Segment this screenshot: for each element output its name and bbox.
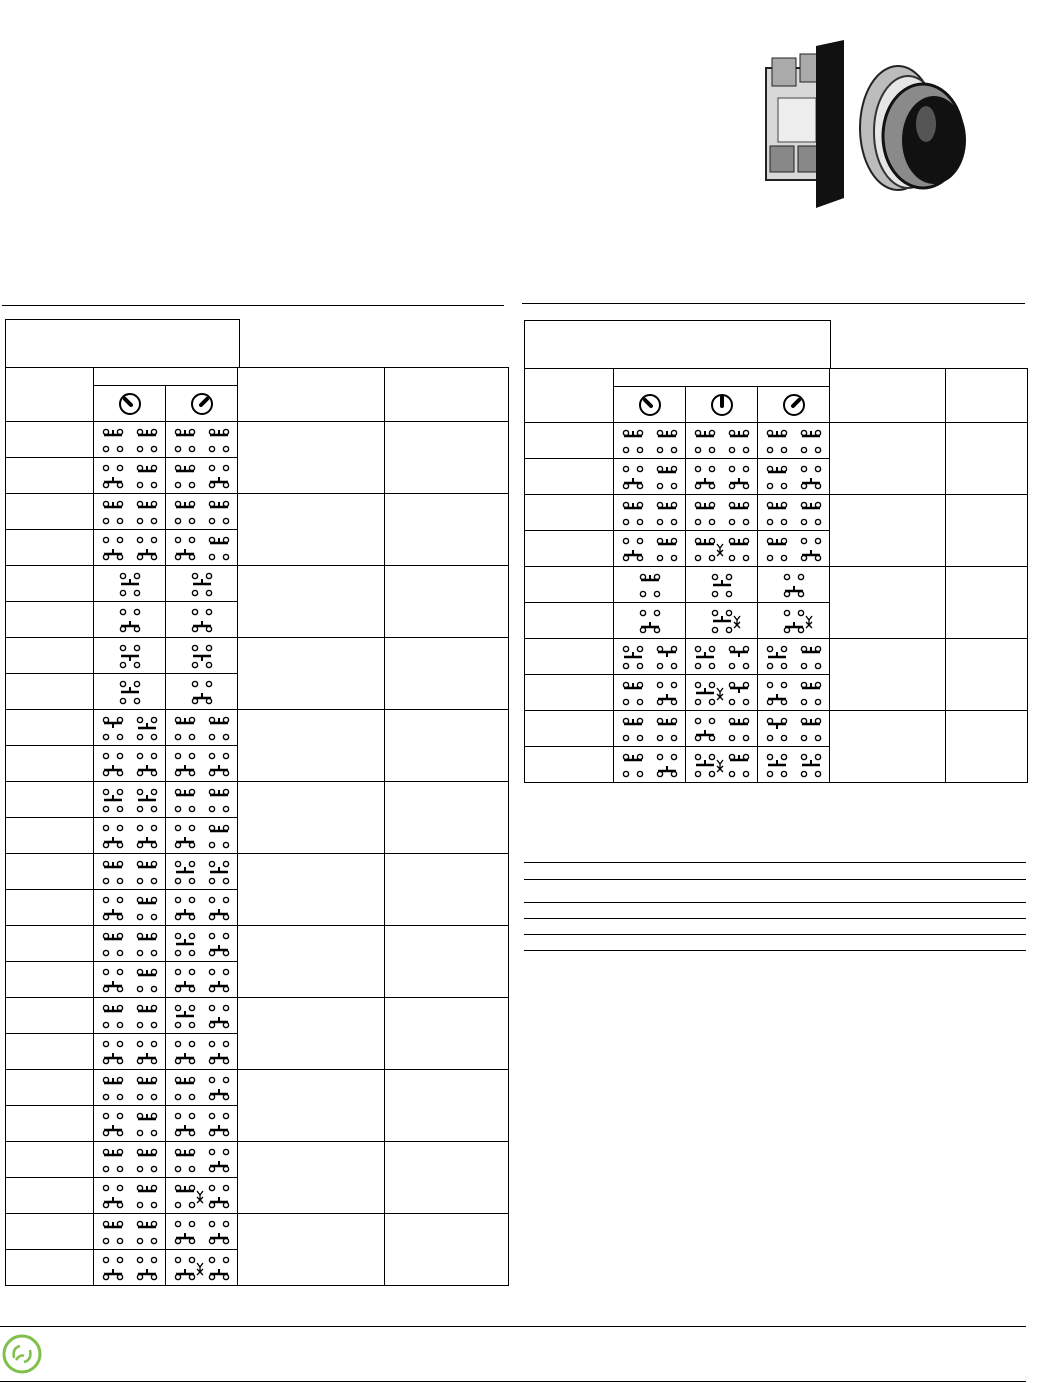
catalog-cell bbox=[6, 926, 94, 962]
position-2-cell bbox=[686, 747, 758, 783]
contact-symbol bbox=[96, 855, 164, 889]
position-1-cell bbox=[614, 531, 686, 567]
contact-symbol bbox=[616, 748, 684, 782]
position-1-cell bbox=[614, 747, 686, 783]
position-2-cell bbox=[166, 530, 238, 566]
position-3-cell bbox=[758, 675, 830, 711]
number-cell bbox=[946, 567, 1028, 639]
catalog-cell bbox=[6, 422, 94, 458]
selector-right-icon bbox=[782, 393, 806, 417]
contact-symbol bbox=[96, 1251, 164, 1285]
contact-symbol bbox=[760, 568, 828, 602]
rule-4 bbox=[524, 918, 1026, 919]
contact-symbol bbox=[96, 423, 164, 457]
contact-symbol bbox=[168, 567, 236, 601]
table-row bbox=[6, 710, 509, 746]
contact-symbol bbox=[616, 424, 684, 458]
position-2-cell bbox=[686, 495, 758, 531]
contact-symbol bbox=[168, 1107, 236, 1141]
position-1-cell bbox=[94, 494, 166, 530]
contact-symbol bbox=[688, 532, 756, 566]
contact-symbol bbox=[96, 1143, 164, 1177]
catalog-cell bbox=[6, 1034, 94, 1070]
position-1-cell bbox=[94, 530, 166, 566]
table-row bbox=[6, 566, 509, 602]
contact-symbol bbox=[760, 532, 828, 566]
contact-symbol bbox=[168, 855, 236, 889]
description-cell bbox=[238, 926, 385, 998]
catalog-cell bbox=[6, 962, 94, 998]
description-cell bbox=[238, 710, 385, 782]
contact-symbol bbox=[688, 712, 756, 746]
contact-symbol bbox=[168, 495, 236, 529]
catalog-cell bbox=[525, 423, 614, 459]
contact-symbol bbox=[96, 927, 164, 961]
catalog-cell bbox=[6, 1142, 94, 1178]
catalog-cell bbox=[6, 1070, 94, 1106]
contact-symbol bbox=[96, 963, 164, 997]
contact-symbol bbox=[616, 496, 684, 530]
table-row bbox=[525, 711, 1028, 747]
position-2-cell bbox=[686, 675, 758, 711]
number-cell bbox=[385, 710, 509, 782]
contact-symbol bbox=[168, 1251, 236, 1285]
catalog-cell bbox=[525, 711, 614, 747]
position-2-cell bbox=[166, 1070, 238, 1106]
contact-symbol bbox=[688, 460, 756, 494]
table-row bbox=[525, 495, 1028, 531]
table-row bbox=[525, 567, 1028, 603]
table-row bbox=[6, 782, 509, 818]
contact-symbol bbox=[96, 747, 164, 781]
position-2-cell bbox=[686, 603, 758, 639]
position-2-cell bbox=[166, 782, 238, 818]
selector-right-icon bbox=[190, 392, 214, 416]
catalog-cell bbox=[6, 818, 94, 854]
number-cell bbox=[385, 422, 509, 494]
position-1-cell bbox=[94, 1214, 166, 1250]
contact-symbol bbox=[96, 531, 164, 565]
catalog-cell bbox=[6, 854, 94, 890]
catalog-cell bbox=[6, 494, 94, 530]
description-cell bbox=[238, 1142, 385, 1214]
contact-symbol bbox=[616, 676, 684, 710]
number-cell bbox=[385, 1214, 509, 1286]
contact-symbol bbox=[168, 1215, 236, 1249]
contact-symbol bbox=[168, 1071, 236, 1105]
number-cell bbox=[385, 1070, 509, 1142]
contact-symbol bbox=[688, 748, 756, 782]
catalog-cell bbox=[6, 1106, 94, 1142]
rule-2 bbox=[524, 879, 1026, 880]
contact-symbol bbox=[168, 747, 236, 781]
contact-symbol bbox=[96, 495, 164, 529]
position-1-cell bbox=[94, 746, 166, 782]
position-1-cell bbox=[94, 602, 166, 638]
catalog-cell bbox=[6, 998, 94, 1034]
position-2-cell bbox=[686, 531, 758, 567]
contact-symbol bbox=[168, 819, 236, 853]
section-rule-right bbox=[522, 303, 1025, 304]
number-cell bbox=[946, 495, 1028, 567]
position-1-header bbox=[614, 387, 686, 423]
contact-symbol bbox=[688, 604, 756, 638]
position-1-cell bbox=[94, 962, 166, 998]
position-1-cell bbox=[94, 1034, 166, 1070]
rule-5 bbox=[524, 934, 1026, 935]
table-row bbox=[6, 998, 509, 1034]
contact-symbol bbox=[688, 568, 756, 602]
position-2-cell bbox=[166, 1106, 238, 1142]
contact-symbol bbox=[96, 675, 164, 709]
catalog-cell bbox=[525, 459, 614, 495]
position-2-cell bbox=[686, 639, 758, 675]
position-1-cell bbox=[614, 567, 686, 603]
contact-symbol bbox=[96, 999, 164, 1033]
position-1-cell bbox=[614, 639, 686, 675]
position-2-cell bbox=[166, 638, 238, 674]
position-2-cell bbox=[166, 458, 238, 494]
position-2-cell bbox=[166, 710, 238, 746]
position-1-cell bbox=[94, 458, 166, 494]
position-3-cell bbox=[758, 603, 830, 639]
description-header bbox=[238, 368, 385, 422]
catalog-cell bbox=[6, 890, 94, 926]
catalog-cell bbox=[6, 602, 94, 638]
position-2-cell bbox=[166, 818, 238, 854]
table-row bbox=[6, 1142, 509, 1178]
contact-symbol bbox=[688, 424, 756, 458]
position-1-cell bbox=[614, 423, 686, 459]
position-3-cell bbox=[758, 459, 830, 495]
contact-symbol bbox=[96, 891, 164, 925]
position-2-cell bbox=[686, 711, 758, 747]
position-1-cell bbox=[94, 1142, 166, 1178]
description-cell bbox=[830, 567, 946, 639]
contact-symbol bbox=[168, 711, 236, 745]
contact-symbol bbox=[96, 1179, 164, 1213]
position-3-cell bbox=[758, 423, 830, 459]
description-cell bbox=[830, 639, 946, 711]
position-1-cell bbox=[94, 674, 166, 710]
position-2-cell bbox=[166, 1142, 238, 1178]
table-row bbox=[525, 423, 1028, 459]
catalog-header bbox=[525, 369, 614, 423]
catalog-cell bbox=[525, 675, 614, 711]
ge-monogram-icon bbox=[2, 1334, 42, 1374]
rule-1 bbox=[524, 862, 1026, 863]
number-cell bbox=[946, 423, 1028, 495]
contact-symbol bbox=[96, 459, 164, 493]
position-3-cell bbox=[758, 711, 830, 747]
contact-symbol bbox=[96, 639, 164, 673]
catalog-cell bbox=[525, 747, 614, 783]
catalog-cell bbox=[6, 782, 94, 818]
table-row bbox=[525, 639, 1028, 675]
catalog-cell bbox=[6, 1250, 94, 1286]
rule-3 bbox=[524, 902, 1026, 903]
selector-left-icon bbox=[118, 392, 142, 416]
position-1-header bbox=[94, 386, 166, 422]
catalog-header bbox=[6, 368, 94, 422]
description-cell bbox=[830, 423, 946, 495]
contact-symbol bbox=[96, 783, 164, 817]
description-cell bbox=[238, 1070, 385, 1142]
contact-symbol bbox=[760, 496, 828, 530]
position-2-cell bbox=[166, 422, 238, 458]
contact-symbol bbox=[616, 712, 684, 746]
catalog-cell bbox=[525, 603, 614, 639]
position-1-cell bbox=[94, 566, 166, 602]
position-header bbox=[614, 369, 830, 387]
right-table-title-box bbox=[524, 320, 831, 369]
number-cell bbox=[385, 638, 509, 710]
contact-symbol bbox=[168, 675, 236, 709]
description-cell bbox=[238, 566, 385, 638]
position-1-cell bbox=[94, 818, 166, 854]
position-2-cell bbox=[166, 566, 238, 602]
contact-symbol bbox=[760, 424, 828, 458]
position-1-cell bbox=[94, 1250, 166, 1286]
table-row bbox=[6, 494, 509, 530]
table-row bbox=[6, 854, 509, 890]
contact-symbol bbox=[96, 1215, 164, 1249]
number-cell bbox=[385, 998, 509, 1070]
position-3-cell bbox=[758, 495, 830, 531]
position-header bbox=[94, 368, 238, 386]
footer-rule-bottom bbox=[0, 1381, 1026, 1382]
position-1-cell bbox=[94, 1178, 166, 1214]
contact-symbol bbox=[616, 568, 684, 602]
contact-symbol bbox=[96, 567, 164, 601]
position-1-cell bbox=[94, 710, 166, 746]
position-1-cell bbox=[94, 890, 166, 926]
position-2-cell bbox=[166, 494, 238, 530]
position-2-cell bbox=[686, 423, 758, 459]
contact-symbol bbox=[760, 604, 828, 638]
position-1-cell bbox=[614, 603, 686, 639]
contact-symbol bbox=[760, 748, 828, 782]
position-2-cell bbox=[166, 926, 238, 962]
description-cell bbox=[238, 1214, 385, 1286]
position-1-cell bbox=[614, 711, 686, 747]
position-1-cell bbox=[614, 495, 686, 531]
catalog-cell bbox=[6, 1178, 94, 1214]
contact-symbol bbox=[168, 603, 236, 637]
number-cell bbox=[385, 1142, 509, 1214]
position-2-cell bbox=[166, 674, 238, 710]
catalog-cell bbox=[6, 638, 94, 674]
catalog-cell bbox=[6, 1214, 94, 1250]
description-cell bbox=[238, 422, 385, 494]
contact-symbol bbox=[168, 783, 236, 817]
table-row bbox=[6, 1214, 509, 1250]
position-2-cell bbox=[166, 602, 238, 638]
number-cell bbox=[946, 711, 1028, 783]
contact-symbol bbox=[96, 603, 164, 637]
description-cell bbox=[238, 854, 385, 926]
position-2-cell bbox=[166, 1250, 238, 1286]
rule-6 bbox=[524, 950, 1026, 951]
position-2-cell bbox=[166, 1034, 238, 1070]
position-1-cell bbox=[614, 675, 686, 711]
right-contact-table bbox=[524, 368, 1028, 783]
table-row bbox=[6, 422, 509, 458]
table-row bbox=[6, 926, 509, 962]
position-2-cell bbox=[166, 854, 238, 890]
catalog-cell bbox=[6, 710, 94, 746]
contact-symbol bbox=[96, 711, 164, 745]
selector-left-icon bbox=[638, 393, 662, 417]
catalog-cell bbox=[6, 746, 94, 782]
contact-symbol bbox=[616, 604, 684, 638]
position-3-cell bbox=[758, 747, 830, 783]
position-2-cell bbox=[686, 459, 758, 495]
catalog-cell bbox=[6, 674, 94, 710]
catalog-cell bbox=[6, 566, 94, 602]
contact-symbol bbox=[168, 423, 236, 457]
number-cell bbox=[946, 639, 1028, 711]
description-cell bbox=[830, 495, 946, 567]
position-3-cell bbox=[758, 531, 830, 567]
contact-symbol bbox=[168, 999, 236, 1033]
contact-symbol bbox=[96, 1035, 164, 1069]
position-1-cell bbox=[94, 1070, 166, 1106]
contact-symbol bbox=[760, 460, 828, 494]
footer-rule-top bbox=[0, 1326, 1026, 1327]
contact-symbol bbox=[760, 712, 828, 746]
number-cell bbox=[385, 782, 509, 854]
contact-symbol bbox=[168, 531, 236, 565]
position-2-cell bbox=[166, 890, 238, 926]
position-1-cell bbox=[94, 638, 166, 674]
number-header bbox=[385, 368, 509, 422]
left-table-title-box bbox=[5, 319, 240, 368]
catalog-cell bbox=[6, 458, 94, 494]
contact-symbol bbox=[96, 1107, 164, 1141]
catalog-cell bbox=[6, 530, 94, 566]
contact-symbol bbox=[760, 640, 828, 674]
contact-symbol bbox=[616, 460, 684, 494]
position-3-cell bbox=[758, 567, 830, 603]
contact-symbol bbox=[760, 676, 828, 710]
description-cell bbox=[238, 782, 385, 854]
description-header bbox=[830, 369, 946, 423]
contact-symbol bbox=[688, 676, 756, 710]
contact-symbol bbox=[688, 640, 756, 674]
position-1-cell bbox=[94, 1106, 166, 1142]
number-header bbox=[946, 369, 1028, 423]
contact-symbol bbox=[688, 496, 756, 530]
contact-symbol bbox=[616, 532, 684, 566]
position-2-cell bbox=[166, 998, 238, 1034]
left-contact-table bbox=[5, 367, 509, 1286]
contact-symbol bbox=[168, 1143, 236, 1177]
position-2-header bbox=[166, 386, 238, 422]
catalog-cell bbox=[525, 567, 614, 603]
number-cell bbox=[385, 494, 509, 566]
position-1-cell bbox=[94, 926, 166, 962]
number-cell bbox=[385, 854, 509, 926]
contact-symbol bbox=[96, 1071, 164, 1105]
position-2-cell bbox=[166, 1214, 238, 1250]
contact-symbol bbox=[168, 639, 236, 673]
product-photo bbox=[748, 28, 980, 213]
position-2-cell bbox=[166, 1178, 238, 1214]
section-rule-left bbox=[2, 305, 504, 306]
catalog-cell bbox=[525, 531, 614, 567]
position-2-cell bbox=[686, 567, 758, 603]
position-2-cell bbox=[166, 962, 238, 998]
contact-symbol bbox=[168, 963, 236, 997]
contact-symbol bbox=[168, 1035, 236, 1069]
position-1-cell bbox=[94, 854, 166, 890]
contact-symbol bbox=[168, 459, 236, 493]
description-cell bbox=[830, 711, 946, 783]
catalog-cell bbox=[525, 495, 614, 531]
position-3-cell bbox=[758, 639, 830, 675]
position-1-cell bbox=[94, 998, 166, 1034]
table-row bbox=[6, 638, 509, 674]
position-1-cell bbox=[94, 422, 166, 458]
number-cell bbox=[385, 926, 509, 998]
catalog-cell bbox=[525, 639, 614, 675]
selector-center-icon bbox=[710, 393, 734, 417]
description-cell bbox=[238, 638, 385, 710]
description-cell bbox=[238, 998, 385, 1070]
number-cell bbox=[385, 566, 509, 638]
table-row bbox=[6, 1070, 509, 1106]
contact-symbol bbox=[96, 819, 164, 853]
position-1-cell bbox=[94, 782, 166, 818]
contact-symbol bbox=[168, 1179, 236, 1213]
description-cell bbox=[238, 494, 385, 566]
position-2-cell bbox=[166, 746, 238, 782]
position-3-header bbox=[758, 387, 830, 423]
contact-symbol bbox=[168, 891, 236, 925]
contact-symbol bbox=[616, 640, 684, 674]
contact-symbol bbox=[168, 927, 236, 961]
position-1-cell bbox=[614, 459, 686, 495]
position-2-header bbox=[686, 387, 758, 423]
